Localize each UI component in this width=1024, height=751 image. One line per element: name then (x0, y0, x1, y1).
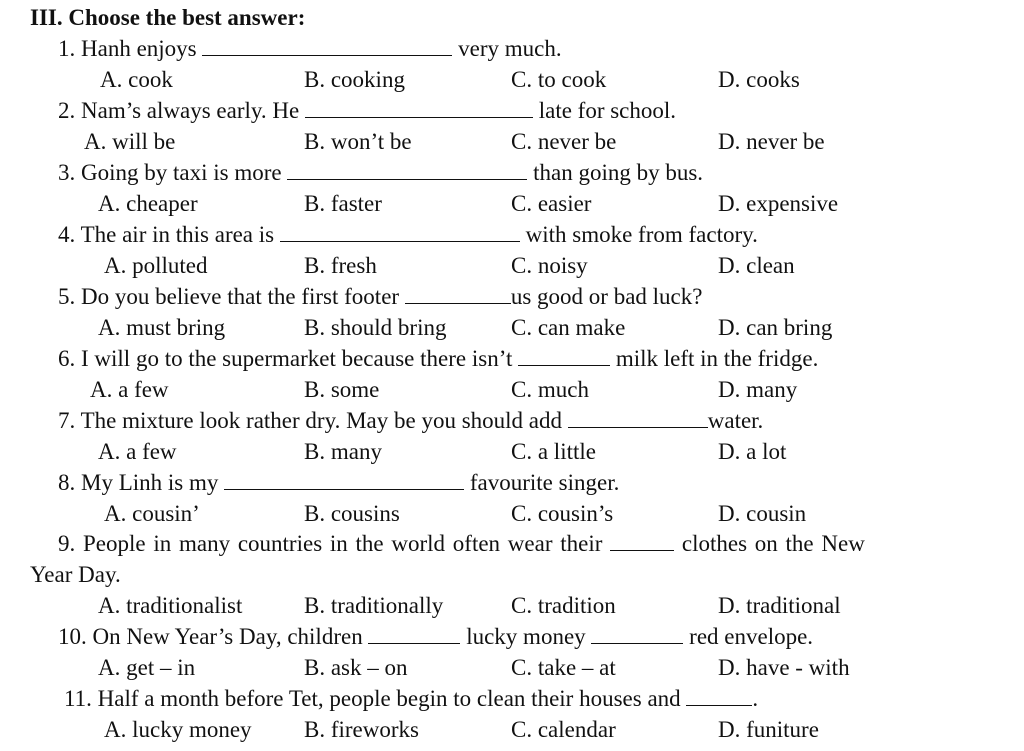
answer-blank[interactable] (202, 35, 452, 56)
question-text-before: The air in this area is (80, 222, 275, 247)
option-b[interactable]: B. some (304, 377, 380, 402)
question-text-after: than going by bus. (533, 160, 704, 185)
question-number: 4. (58, 222, 76, 247)
question-text-after: very much. (458, 36, 562, 61)
option-a[interactable]: A. cheaper (98, 191, 198, 216)
option-c[interactable]: C. easier (511, 191, 592, 216)
question-number: 3. (58, 160, 76, 185)
question-5 (58, 281, 702, 312)
question-number: 10. (58, 624, 87, 649)
option-d[interactable]: D. cooks (718, 67, 800, 92)
options-2 (0, 126, 1024, 157)
option-c[interactable]: C. tradition (511, 593, 616, 618)
question-7 (58, 405, 763, 436)
option-c[interactable]: C. noisy (511, 253, 588, 278)
question-text-before: Nam’s always early. He (81, 98, 300, 123)
question-3 (58, 157, 703, 188)
question-6 (58, 343, 818, 374)
question-text-after: milk left in the fridge. (615, 346, 819, 371)
question-number: 6. (58, 346, 76, 371)
option-a[interactable]: A. lucky money (104, 717, 252, 742)
options-10 (0, 652, 1024, 683)
question-4 (58, 219, 758, 250)
option-d[interactable]: D. many (718, 377, 798, 402)
question-text-before: On New Year’s Day, children (92, 624, 363, 649)
options-7 (0, 436, 1024, 467)
option-b[interactable]: B. faster (304, 191, 382, 216)
option-c[interactable]: C. take – at (511, 655, 616, 680)
question-number: 9. (58, 531, 76, 556)
options-6 (0, 374, 1024, 405)
question-text-before: Hanh enjoys (81, 36, 197, 61)
option-c[interactable]: C. much (511, 377, 589, 402)
options-4 (0, 250, 1024, 281)
option-d[interactable]: D. expensive (718, 191, 839, 216)
question-text-after: with smoke from factory. (525, 222, 758, 247)
option-b[interactable]: B. fresh (304, 253, 377, 278)
question-number: 11. (64, 686, 92, 711)
answer-blank[interactable] (518, 345, 610, 366)
option-b[interactable]: B. should bring (304, 315, 447, 340)
option-b[interactable]: B. cousins (304, 501, 400, 526)
question-text-before: Do you believe that the first footer (81, 284, 400, 309)
option-a[interactable]: A. get – in (98, 655, 196, 680)
question-number: 8. (58, 470, 76, 495)
question-number: 1. (58, 36, 76, 61)
options-1 (0, 64, 1024, 95)
answer-blank-1[interactable] (368, 623, 460, 644)
question-11 (64, 683, 758, 714)
option-c[interactable]: C. to cook (511, 67, 607, 92)
question-number: 2. (58, 98, 76, 123)
option-b[interactable]: B. cooking (304, 67, 405, 92)
option-d[interactable]: D. have - with (718, 655, 850, 680)
question-text-middle: lucky money (466, 624, 586, 649)
question-text-after: red envelope. (689, 624, 814, 649)
options-3 (0, 188, 1024, 219)
question-text-after: . (752, 686, 759, 711)
option-a[interactable]: A. traditionalist (98, 593, 243, 618)
option-d[interactable]: D. never be (718, 129, 825, 154)
option-b[interactable]: B. traditionally (304, 593, 444, 618)
option-c[interactable]: C. a little (511, 439, 596, 464)
question-text-before: The mixture look rather dry. May be you should add (80, 408, 562, 433)
answer-blank[interactable] (568, 407, 708, 428)
question-text-after: clothes on the New (681, 531, 865, 556)
option-b[interactable]: B. many (304, 439, 382, 464)
question-number: 7. (58, 408, 76, 433)
question-text-after: water. (707, 408, 764, 433)
option-a[interactable]: A. a few (98, 439, 177, 464)
options-8 (0, 498, 1024, 529)
option-c[interactable]: C. calendar (511, 717, 616, 742)
question-text-before: I will go to the supermarket because there isn’t (81, 346, 513, 371)
question-8 (58, 467, 619, 498)
option-b[interactable]: B. ask – on (304, 655, 408, 680)
option-d[interactable]: D. a lot (718, 439, 787, 464)
option-b[interactable]: B. fireworks (304, 717, 419, 742)
question-text-after: late for school. (538, 98, 677, 123)
question-2 (58, 95, 676, 126)
options-11 (0, 714, 1024, 745)
answer-blank-2[interactable] (591, 623, 683, 644)
question-number: 5. (58, 284, 76, 309)
question-text-after: us good or bad luck? (510, 284, 703, 309)
question-text-before: Half a month before Tet, people begin to clean their houses and (97, 686, 681, 711)
answer-blank[interactable] (224, 469, 464, 490)
answer-blank[interactable] (305, 97, 533, 118)
question-text-before: Going by taxi is more (81, 160, 282, 185)
question-text-before: People in many countries in the world often wear their (83, 531, 603, 556)
option-a[interactable]: A. cook (100, 67, 173, 92)
answer-blank[interactable] (287, 159, 527, 180)
option-c[interactable]: C. can make (511, 315, 626, 340)
option-a[interactable]: A. polluted (104, 253, 208, 278)
option-d[interactable]: D. funiture (718, 717, 819, 742)
question-text-after: favourite singer. (469, 470, 620, 495)
option-c[interactable]: C. cousin’s (511, 501, 614, 526)
option-a[interactable]: A. must bring (98, 315, 226, 340)
option-d[interactable]: D. clean (718, 253, 795, 278)
option-d[interactable]: D. can bring (718, 315, 833, 340)
option-a[interactable]: A. cousin’ (104, 501, 200, 526)
options-9 (0, 590, 1024, 621)
option-a[interactable]: A. a few (90, 377, 169, 402)
answer-blank[interactable] (686, 685, 752, 706)
option-c[interactable]: C. never be (511, 129, 617, 154)
option-a[interactable]: A. will be (84, 129, 176, 154)
option-d[interactable]: D. traditional (718, 593, 841, 618)
question-10 (58, 621, 813, 652)
options-5 (0, 312, 1024, 343)
option-b[interactable]: B. won’t be (304, 129, 412, 154)
question-1 (58, 33, 562, 64)
answer-blank[interactable] (610, 530, 674, 551)
question-9 (58, 528, 992, 559)
section-heading: III. Choose the best answer: (30, 5, 306, 30)
question-text-before: My Linh is my (81, 470, 219, 495)
option-d[interactable]: D. cousin (718, 501, 807, 526)
answer-blank[interactable] (280, 221, 520, 242)
question-9-continuation: Year Day. (30, 562, 121, 587)
answer-blank[interactable] (405, 283, 511, 304)
